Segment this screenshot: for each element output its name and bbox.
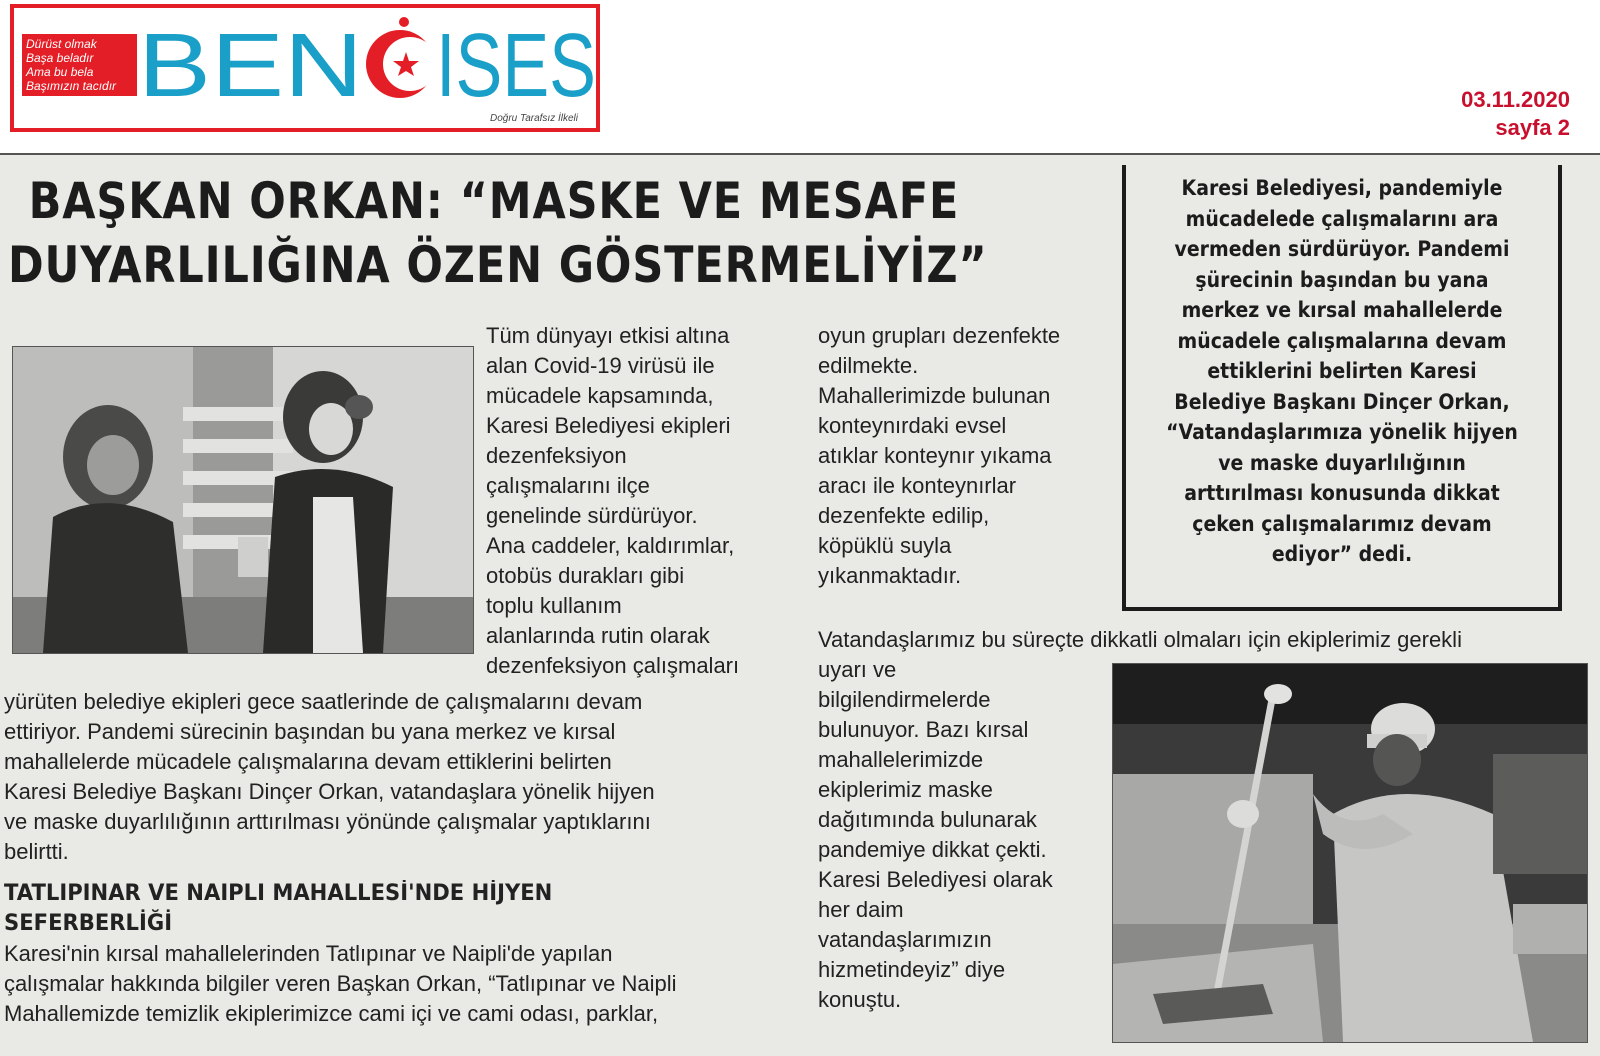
text-line: vatandaşlarımızın: [818, 927, 992, 952]
text-line: çalışmalarını ilçe: [486, 473, 650, 498]
column-1-wide: [4, 687, 655, 867]
text-line: aracı ile konteynırlar: [818, 473, 1017, 498]
text-line: toplu kullanım: [486, 593, 622, 618]
motto-line: Dürüst olmak: [26, 37, 97, 51]
article-headline: [8, 169, 1092, 297]
text-line: uyarı ve: [818, 657, 897, 682]
masthead-motto: [22, 34, 137, 96]
clipping-date-block: [1461, 86, 1570, 142]
column-2-bottom: [818, 655, 1053, 1015]
text-line: genelinde sürdürüyor.: [486, 503, 698, 528]
text-line: konteynırdaki evsel: [818, 413, 1007, 438]
text-line: dezenfekte edilip,: [818, 503, 990, 528]
svg-text:BEN: BEN: [138, 16, 363, 116]
text-line: dezenfeksiyon çalışmaları: [486, 653, 740, 678]
quote-line: ettiklerini belirten Karesi: [1207, 359, 1477, 383]
text-line: dezenfeksiyon: [486, 443, 627, 468]
text-line: Ana caddeler, kaldırımlar,: [486, 533, 735, 558]
newspaper-masthead: [10, 4, 600, 132]
text-line: atıklar konteynır yıkama: [818, 443, 1052, 468]
clipping-date: 03.11.2020: [1461, 87, 1570, 112]
quote-line: ediyor” dedi.: [1271, 542, 1413, 566]
text-line: Karesi Belediyesi ekipleri: [486, 413, 731, 438]
headline-line: BAŞKAN ORKAN: “MASKE VE MESAFE: [28, 172, 960, 230]
motto-line: Başımızın tacıdır: [26, 79, 117, 93]
quote-line: Belediye Başkanı Dinçer Orkan,: [1174, 389, 1510, 414]
text-line: mahallelerimizde: [818, 747, 984, 772]
motto-line: Ama bu bela: [26, 65, 94, 79]
text-line: alanlarında rutin olarak: [486, 623, 710, 648]
clipping-page: sayfa 2: [1495, 115, 1570, 140]
quote-line: merkez ve kırsal mahallelerde: [1181, 298, 1503, 322]
quote-line: vermeden sürdürüyor. Pandemi: [1174, 237, 1510, 261]
text-line: ettiriyor. Pandemi sürecinin başından bu yana merkez ve kırsal: [4, 719, 616, 744]
article-subheading: [4, 879, 552, 939]
text-line: köpüklü suyla: [818, 533, 952, 558]
text-line: yıkanmaktadır.: [818, 563, 962, 588]
quote-line: ve maske duyarlılığının: [1218, 450, 1466, 475]
photo-mask-distribution: [12, 346, 474, 654]
pull-quote-text: [1148, 173, 1537, 570]
text-line: hizmetindeyiz” diye: [818, 957, 1006, 982]
column-2-wide-line: Vatandaşlarımız bu süreçte dikkatli olmaları için ekiplerimiz gerekli: [818, 627, 1462, 652]
text-line: Tüm dünyayı etkisi altına: [486, 323, 730, 348]
text-line: ekiplerimiz maske: [818, 777, 993, 802]
newspaper-clipping: [0, 153, 1600, 1056]
text-line: Mahallerimizde bulunan: [818, 383, 1051, 408]
text-line: Karesi Belediye Başkanı Dinçer Orkan, vatandaşlara yönelik hijyen: [4, 779, 655, 804]
quote-line: arttırılması konusunda dikkat: [1184, 481, 1500, 505]
svg-text:ISES: ISES: [436, 16, 596, 116]
text-line: otobüs durakları gibi: [486, 563, 685, 588]
text-line: bulunuyor. Bazı kırsal: [818, 717, 1029, 742]
headline-line: DUYARLILIĞINA ÖZEN GÖSTERMELİYİZ”: [8, 236, 988, 294]
quote-line: mücadele çalışmalarına devam: [1177, 328, 1507, 353]
quote-line: “Vatandaşlarımıza yönelik hijyen: [1166, 420, 1518, 444]
text-line: belirtti.: [4, 839, 69, 864]
text-line: dağıtımında bulunarak: [818, 807, 1037, 832]
masthead-tagline: Doğru Tarafsız İlkeli: [490, 113, 578, 124]
text-line: alan Covid-19 virüsü ile: [486, 353, 715, 378]
text-line: mücadele kapsamında,: [486, 383, 714, 408]
text-line: konuştu.: [818, 987, 902, 1012]
text-line: bilgilendirmelerde: [818, 687, 991, 712]
quote-line: Karesi Belediyesi, pandemiyle: [1181, 176, 1503, 200]
column-1-top: [486, 321, 739, 681]
text-line: oyun grupları dezenfekte: [818, 323, 1061, 348]
motto-line: Başa beladır: [26, 51, 94, 65]
text-line: yürüten belediye ekipleri gece saatlerinde de çalışmalarını devam: [4, 689, 643, 714]
text-line: çalışmalar hakkında bilgiler veren Başkan Orkan, “Tatlıpınar ve Naipli: [4, 971, 677, 996]
column-1-bottom: [4, 939, 677, 1029]
quote-line: çeken çalışmalarımız devam: [1192, 511, 1492, 536]
column-2-top: [818, 321, 1060, 591]
text-line: Karesi'nin kırsal mahallelerinden Tatlıpınar ve Naipli'de yapılan: [4, 941, 613, 966]
subheading-line: SEFERBERLİĞİ: [4, 911, 173, 936]
text-line: ve maske duyarlılığının arttırılması yönünde çalışmalar yaptıklarını: [4, 809, 651, 834]
text-line: mahallelerde mücadele çalışmalarına devam ettiklerini belirten: [4, 749, 612, 774]
crescent-star-icon: [366, 17, 437, 98]
text-line: pandemiye dikkat çekti.: [818, 837, 1047, 862]
text-line: her daim: [818, 897, 904, 922]
bengises-logo: [138, 14, 598, 114]
text-line: Karesi Belediyesi olarak: [818, 867, 1053, 892]
subheading-line: TATLIPINAR VE NAIPLI MAHALLESİ'NDE HİJYEN: [4, 881, 553, 906]
quote-line: mücadelede çalışmalarını ara: [1185, 206, 1499, 231]
pull-quote-box: [1122, 165, 1562, 611]
quote-line: şürecinin başından bu yana: [1195, 267, 1489, 292]
text-line: edilmekte.: [818, 353, 919, 378]
photo-worker-cleaning: [1112, 663, 1588, 1043]
text-line: Mahallemizde temizlik ekiplerimizce cami içi ve cami odası, parklar,: [4, 1001, 659, 1026]
